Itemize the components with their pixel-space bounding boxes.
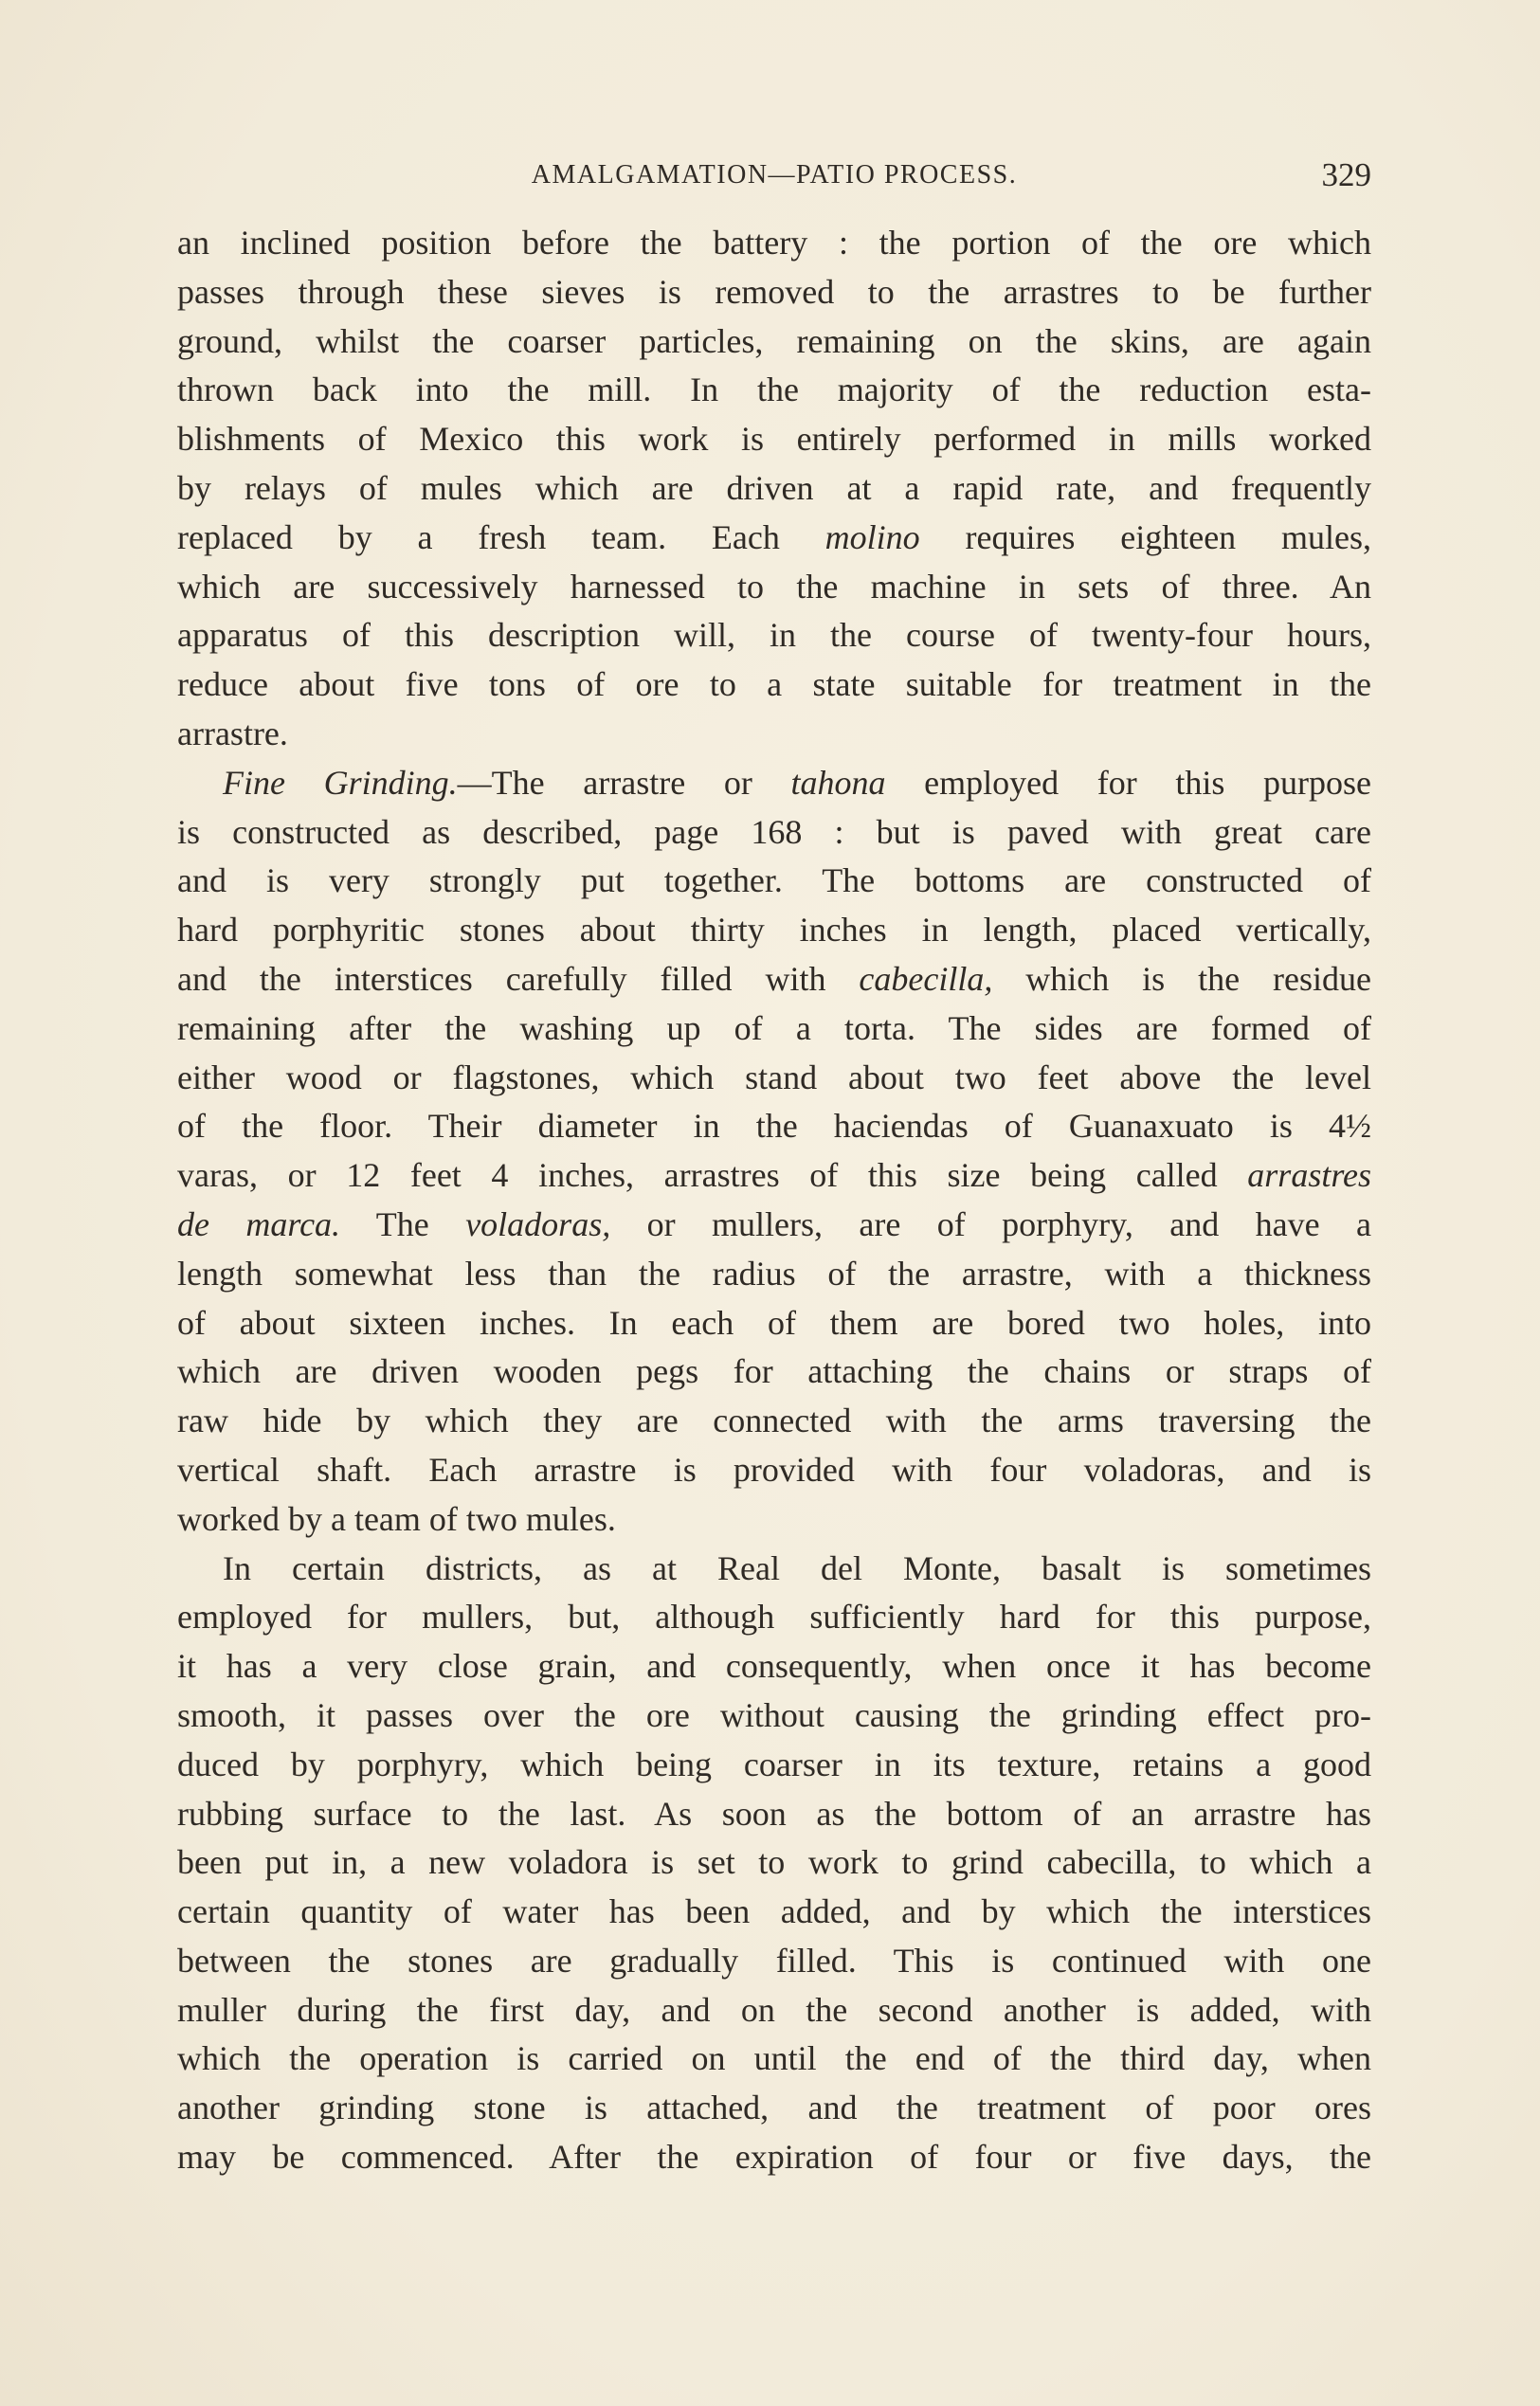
text-line [177,1054,1371,1103]
text-line [177,759,1371,808]
text-line [177,563,1371,612]
text-run: and is very strongly put together. The bottoms are constructed of [177,861,1371,900]
italic-term: molino [824,517,920,556]
text-run: muller during the first day, and on the second another is added, with [177,1990,1371,2029]
text-line [177,1937,1371,1986]
text-line [177,1741,1371,1790]
text-line [177,660,1371,710]
text-run: employed for mullers, but, although sufficiently hard for this purpose, [177,1598,1371,1637]
text-line [177,611,1371,660]
text-line [177,2084,1371,2133]
text-run: rubbing surface to the last. As soon as the bottom of an arrastre has [177,1794,1371,1833]
text-run: between the stones are gradually filled. This is continued with one [177,1941,1371,1980]
text-line [177,1151,1371,1201]
text-line [177,415,1371,464]
text-line [177,2133,1371,2182]
text-line [177,464,1371,514]
text-line [177,1593,1371,1642]
text-line [177,1545,1371,1594]
text-line [177,710,1371,759]
text-run: smooth, it passes over the ore without causing the grinding effect pro- [177,1695,1371,1734]
text-run: length somewhat less than the radius of the arrastre, with a thickness [177,1254,1371,1293]
text-run: of the floor. Their diameter in the haciendas of Guanaxuato is 4½ [177,1107,1371,1146]
text-line [177,1299,1371,1348]
text-run: either wood or flagstones, which stand about two feet above the level [177,1058,1371,1096]
text-run: duced by porphyry, which being coarser in its texture, retains a good [177,1745,1371,1783]
italic-term: cabecilla, [859,959,993,998]
text-run: it has a very close grain, and consequently, when once it has become [177,1647,1371,1686]
text-line [177,219,1371,268]
text-line [177,1642,1371,1691]
text-run: which are successively harnessed to the machine in sets of three. An [177,567,1371,606]
text-line [177,514,1371,563]
text-line [177,955,1371,1004]
text-run: is constructed as described, page 168 : but is paved with great care [177,812,1371,851]
text-line [177,906,1371,955]
text-line [177,1250,1371,1299]
text-run: which are driven wooden pegs for attaching the chains or straps of [177,1352,1371,1391]
text-line [177,1102,1371,1151]
text-run: requires eighteen mules, [919,517,1371,556]
text-line [177,1446,1371,1495]
text-line [177,857,1371,906]
text-run: reduce about five tons of ore to a state suitable for treatment in the [177,665,1371,704]
text-run: blishments of Mexico this work is entirely performed in mills worked [177,420,1371,459]
text-run: worked by a team of two mules. [177,1499,616,1538]
italic-term: Fine Grinding. [223,763,458,802]
text-line [177,268,1371,317]
text-run: and the interstices carefully filled with [177,959,860,998]
running-head [177,154,1371,197]
text-line [177,1348,1371,1397]
text-run: which the operation is carried on until the end of the third day, when [177,2039,1371,2078]
text-run: passes through these sieves is removed to the arrastres to be further [177,272,1371,311]
text-run: may be commenced. After the expiration of four or five days, the [177,2138,1371,2177]
text-run: thrown back into the mill. In the majority of the reduction esta- [177,371,1371,409]
text-line [177,1201,1371,1250]
text-run: vertical shaft. Each arrastre is provided with four voladoras, and is [177,1450,1371,1489]
text-line [177,1838,1371,1888]
text-line [177,1397,1371,1446]
text-line [177,366,1371,415]
text-line [177,1888,1371,1937]
page-number: 329 [1321,156,1371,193]
text-line [177,1691,1371,1741]
italic-term: arrastres [1247,1156,1371,1195]
text-run: ground, whilst the coarser particles, remaining on the skins, are again [177,321,1371,360]
text-run: employed for this purpose [885,763,1372,802]
text-line [177,1004,1371,1054]
text-run: hard porphyritic stones about thirty inches in length, placed vertically, [177,911,1371,950]
text-run: —The arrastre or [457,763,791,802]
text-run: by relays of mules which are driven at a rapid rate, and frequently [177,468,1371,507]
text-run: remaining after the washing up of a torta. The sides are formed of [177,1008,1371,1047]
text-run: another grinding stone is attached, and the treatment of poor ores [177,2089,1371,2127]
italic-term: de marca. [177,1204,341,1243]
text-line [177,317,1371,367]
text-line [177,1495,1371,1545]
text-run: replaced by a fresh team. Each [177,517,825,556]
text-run: In certain districts, as at Real del Monte, basalt is sometimes [223,1548,1371,1587]
text-run: apparatus of this description will, in the course of twenty-four hours, [177,616,1371,655]
text-run: certain quantity of water has been added, and by which the interstices [177,1892,1371,1931]
text-run: raw hide by which they are connected with the arms traversing the [177,1402,1371,1440]
text-run: or mullers, are of porphyry, and have a [610,1204,1371,1243]
text-run: varas, or 12 feet 4 inches, arrastres of this size being called [177,1156,1248,1195]
text-run: arrastre. [177,714,288,752]
text-run: which is the residue [992,959,1371,998]
text-run: an inclined position before the battery : the portion of the ore which [177,224,1371,262]
text-line [177,1790,1371,1839]
text-line [177,1986,1371,2035]
text-run: The [340,1204,466,1243]
body-text [177,219,1371,2182]
running-title: AMALGAMATION—PATIO PROCESS. [531,160,1018,190]
text-line [177,808,1371,858]
italic-term: tahona [790,763,886,802]
text-run: been put in, a new voladora is set to work to grind cabecilla, to which a [177,1843,1371,1882]
italic-term: voladoras, [465,1204,611,1243]
text-run: of about sixteen inches. In each of them are bored two holes, into [177,1303,1371,1342]
text-line [177,2035,1371,2084]
